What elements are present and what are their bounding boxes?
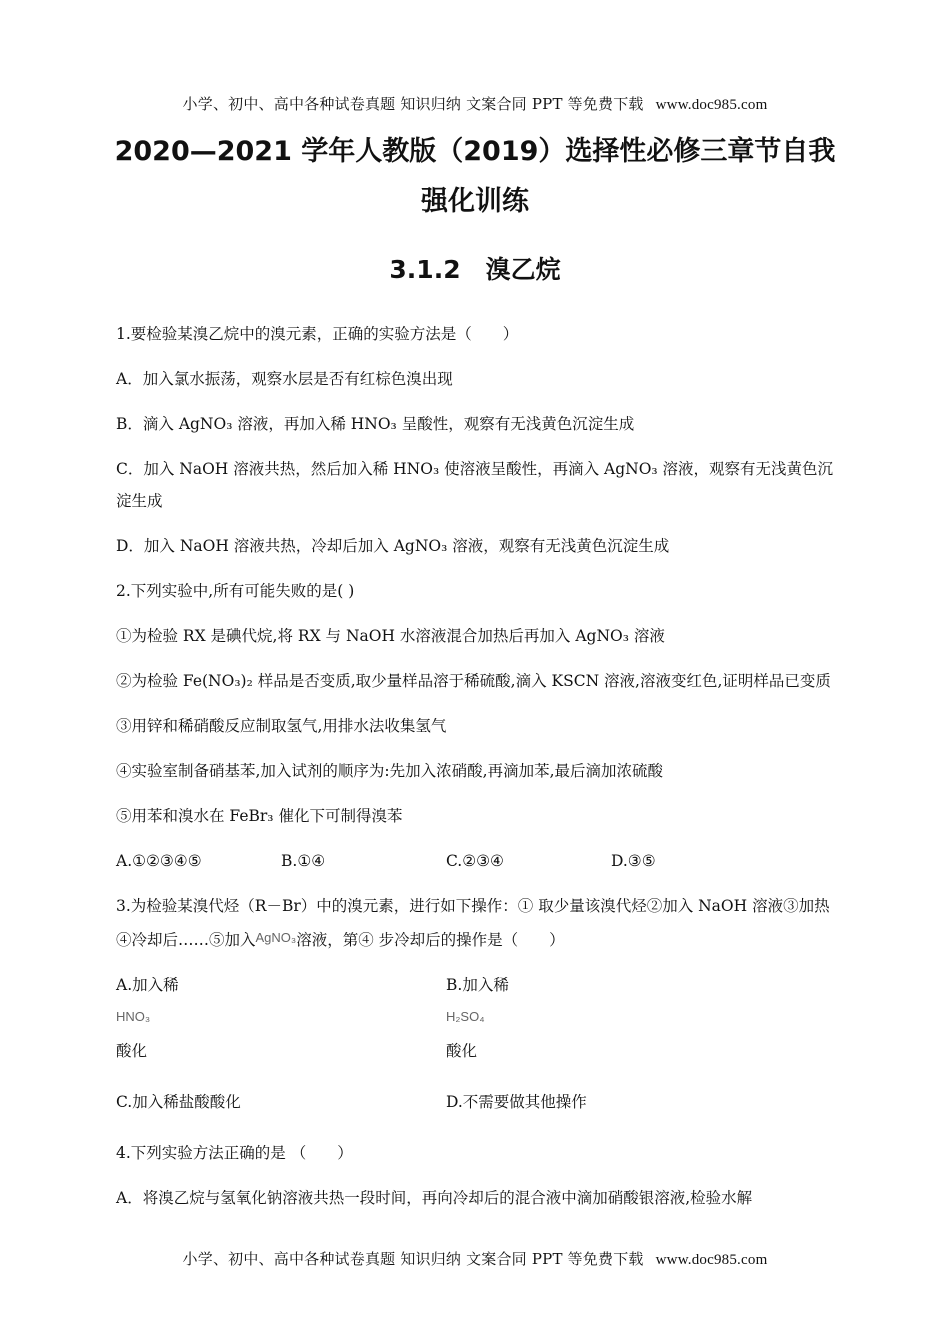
q3-option-d: D.不需要做其他操作 [446, 1093, 587, 1111]
q3-option-b-post: 酸化 [446, 1042, 478, 1060]
header-banner-url[interactable]: www.doc985.com [655, 97, 768, 113]
q2-item-4: ④实验室制备硝基苯,加入试剂的顺序为:先加入浓硝酸,再滴加苯,最后滴加浓硫酸 [116, 762, 664, 780]
header-banner [0, 93, 950, 114]
title-line-2: 强化训练 [421, 186, 529, 217]
document-title [0, 127, 950, 227]
footer-banner-url[interactable]: www.doc985.com [655, 1252, 768, 1268]
question-body [116, 318, 836, 1227]
q1-stem: 1.要检验某溴乙烷中的溴元素，正确的实验方法是（ ） [116, 325, 519, 343]
q2-item-1: ①为检验 RX 是碘代烷,将 RX 与 NaOH 水溶液混合加热后再加入 AgNO₃ 溶液 [116, 627, 665, 645]
q3-option-b-formula: H₂SO₄ [446, 1009, 485, 1024]
footer-banner [0, 1248, 950, 1269]
q2-option-b: B.①④ [281, 852, 326, 870]
q3-stem-part2: 溶液，第④ 步冷却后的操作是（ ） [296, 931, 565, 949]
q3-stem-part1: 3.为检验某溴代烃（R－Br）中的溴元素，进行如下操作：① 取少量该溴代烃②加入 NaOH 溶液③加热④冷却后……⑤加入 [116, 897, 830, 949]
q3-option-c: C.加入稀盐酸酸化 [116, 1093, 241, 1111]
q1-option-b: B．滴入 AgNO₃ 溶液，再加入稀 HNO₃ 呈酸性，观察有无浅黄色沉淀生成 [116, 415, 635, 433]
q1-option-a: A．加入氯水振荡，观察水层是否有红棕色溴出现 [116, 370, 453, 388]
q2-option-c: C.②③④ [446, 852, 504, 870]
q3-options-row-1 [116, 969, 836, 1067]
header-banner-text: 小学、初中、高中各种试卷真题 知识归纳 文案合同 PPT 等免费下载 [182, 95, 644, 113]
q3-stem-formula: AgNO₃ [255, 930, 297, 945]
q2-item-2: ②为检验 Fe(NO₃)₂ 样品是否变质,取少量样品溶于稀硫酸,滴入 KSCN 溶液,溶液变红色,证明样品已变质 [116, 672, 831, 690]
q3-option-a-formula: HNO₃ [116, 1009, 151, 1024]
q2-option-a: A.①②③④⑤ [116, 852, 202, 870]
q3-option-a [116, 969, 446, 1067]
q3-options-row-2 [116, 1086, 836, 1118]
q2-options [116, 845, 836, 877]
title-line-1: 2020—2021 学年人教版（2019）选择性必修三章节自我 [114, 136, 836, 167]
q2-option-d: D.③⑤ [611, 852, 656, 870]
q3-option-a-pre: A.加入稀 [116, 976, 179, 994]
section-heading: 3.1.2 溴乙烷 [389, 255, 561, 284]
q2-item-5: ⑤用苯和溴水在 FeBr₃ 催化下可制得溴苯 [116, 807, 403, 825]
q4-option-a: A．将溴乙烷与氢氧化钠溶液共热一段时间，再向冷却后的混合液中滴加硝酸银溶液,检验水解 [116, 1189, 753, 1207]
q3-option-b [446, 969, 776, 1067]
footer-banner-text: 小学、初中、高中各种试卷真题 知识归纳 文案合同 PPT 等免费下载 [182, 1250, 644, 1268]
q2-item-3: ③用锌和稀硝酸反应制取氢气,用排水法收集氢气 [116, 717, 447, 735]
q3-option-a-post: 酸化 [116, 1042, 148, 1060]
q1-option-d: D．加入 NaOH 溶液共热，冷却后加入 AgNO₃ 溶液，观察有无浅黄色沉淀生成 [116, 537, 670, 555]
q4-stem: 4.下列实验方法正确的是 （ ） [116, 1144, 353, 1162]
q3-option-b-pre: B.加入稀 [446, 976, 509, 994]
q1-option-c: C．加入 NaOH 溶液共热，然后加入稀 HNO₃ 使溶液呈酸性，再滴入 AgNO₃ 溶液，观察有无浅黄色沉淀生成 [116, 460, 834, 510]
q2-stem: 2.下列实验中,所有可能失败的是( ) [116, 582, 355, 600]
q3-stem [116, 890, 836, 956]
